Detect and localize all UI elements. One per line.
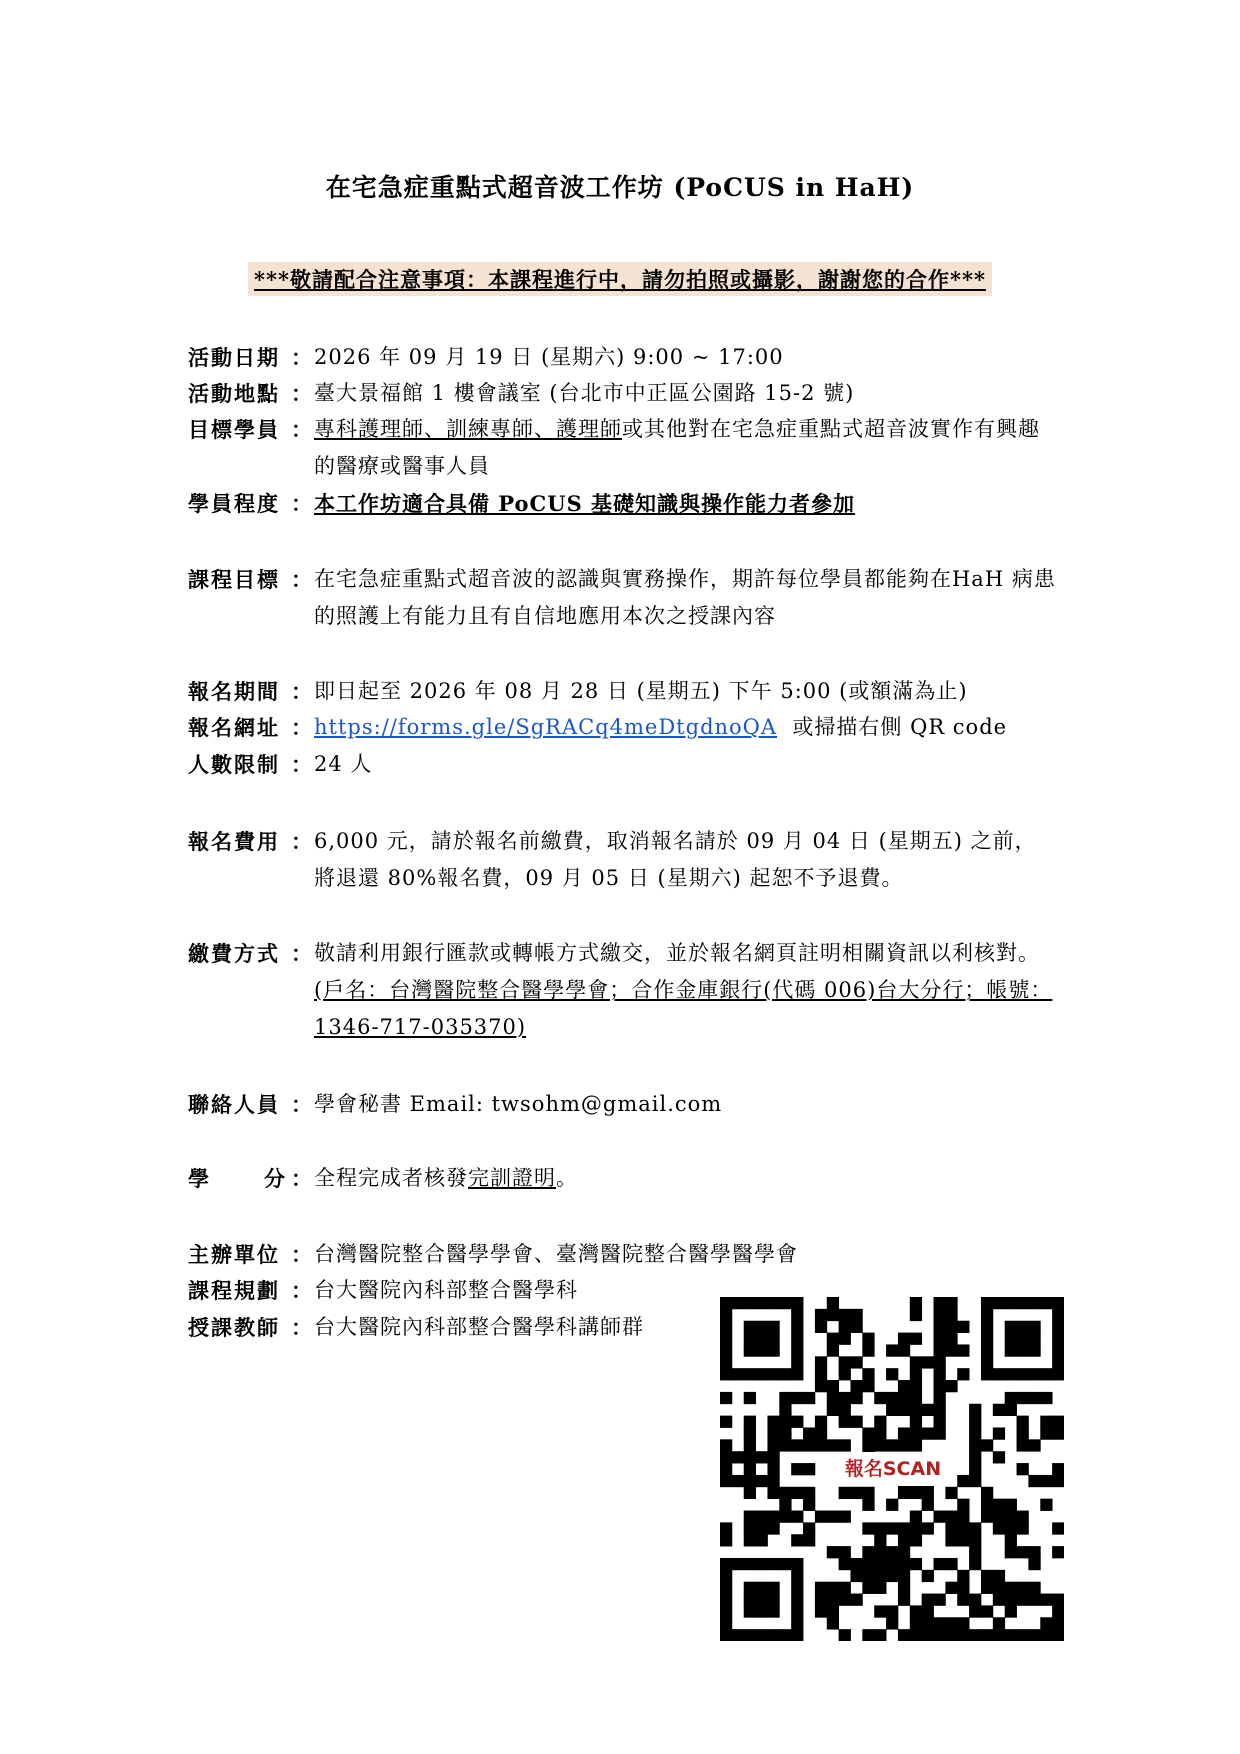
field-label: 聯絡人員 (188, 1092, 280, 1117)
colon: ： (291, 1166, 312, 1191)
field-label: 報名網址 (188, 715, 280, 740)
field-label: 活動日期 (188, 345, 280, 370)
colon: ： (291, 752, 312, 777)
notice-text: ***敬請配合注意事項：本課程進行中，請勿拍照或攝影，謝謝您的合作*** (248, 262, 992, 296)
field-capacity (188, 746, 1058, 783)
field-value: 台灣醫院整合醫學學會、臺灣醫院整合醫學醫學會 (314, 1242, 798, 1266)
field-value (314, 935, 1058, 1046)
field-label: 授課教師 (188, 1315, 280, 1340)
registration-qr-code[interactable] (720, 1297, 1064, 1641)
colon: ： (291, 679, 312, 704)
field-label: 目標學員 (188, 417, 280, 442)
colon: ： (291, 381, 312, 406)
field-date (188, 339, 1058, 376)
notice-banner (0, 262, 1240, 296)
colon: ： (291, 1278, 312, 1303)
colon: ： (291, 345, 312, 370)
audience-rest: 或其他對在宅急症重點式超音波實作有興趣的醫療或醫事人員 (314, 417, 1040, 478)
colon: ： (291, 1315, 312, 1340)
field-value: 台大醫院內科部整合醫學科講師群 (314, 1315, 644, 1339)
field-venue (188, 375, 1058, 412)
field-value: 臺大景福館 1 樓會議室 (台北市中正區公園路 15-2 號) (314, 381, 855, 405)
colon: ： (291, 829, 312, 854)
field-label: 繳費方式 (188, 941, 280, 966)
field-value: 在宅急症重點式超音波的認識與實務操作，期許每位學員都能夠在HaH 病患的照護上有能力且有自信地應用本次之授課內容 (314, 567, 1056, 628)
field-label: 報名費用 (188, 829, 280, 854)
audience-highlight: 專科護理師、訓練專師、護理師 (314, 417, 622, 441)
field-value (314, 1160, 1058, 1197)
field-value: 24 人 (314, 752, 373, 776)
reg-url-suffix: 或掃描右側 QR code (792, 715, 1008, 739)
credit-suffix: 。 (556, 1166, 578, 1190)
field-audience (188, 411, 1058, 485)
field-fee (188, 823, 1058, 897)
field-level (188, 485, 1058, 522)
field-reg-period (188, 673, 1058, 710)
field-label: 主辦單位 (188, 1242, 280, 1267)
field-label: 課程規劃 (188, 1278, 280, 1303)
field-label: 人數限制 (188, 752, 280, 777)
payment-instructions: 敬請利用銀行匯款或轉帳方式繳交，並於報名網頁註明相關資訊以利核對。 (314, 941, 1040, 965)
field-contact (188, 1086, 1058, 1123)
field-payment (188, 935, 1058, 1046)
field-label: 報名期間 (188, 679, 280, 704)
field-reg-url (188, 709, 1058, 746)
field-value: 學會秘書 Email: twsohm@gmail.com (314, 1092, 723, 1116)
colon: ： (291, 1092, 312, 1117)
credit-prefix: 全程完成者核發 (314, 1166, 468, 1190)
field-value (314, 411, 1058, 485)
credit-label-b: 分 (264, 1166, 287, 1191)
colon: ： (291, 491, 312, 516)
field-objective (188, 561, 1058, 635)
field-value: 台大醫院內科部整合醫學科 (314, 1278, 578, 1302)
field-value: 6,000 元，請於報名前繳費，取消報名請於 09 月 04 日 (星期五) 之前，將退還 80%報名費，09 月 05 日 (星期六) 起恕不予退費。 (314, 829, 1037, 890)
colon: ： (291, 1242, 312, 1267)
colon: ： (291, 941, 312, 966)
colon: ： (291, 567, 312, 592)
field-label: 活動地點 (188, 381, 280, 406)
credit-certificate: 完訓證明 (468, 1166, 556, 1190)
field-organizer (188, 1236, 1058, 1273)
field-label: 課程目標 (188, 567, 280, 592)
registration-link[interactable]: https://forms.gle/SgRACq4meDtgdnoQA (314, 715, 778, 739)
field-label: 學員程度 (188, 491, 280, 516)
field-value (314, 709, 1058, 746)
colon: ： (291, 417, 312, 442)
field-value: 即日起至 2026 年 08 月 28 日 (星期五) 下午 5:00 (或額滿為止) (314, 679, 968, 703)
bank-account-info: (戶名：台灣醫院整合醫學學會；合作金庫銀行(代碼 006)台大分行；帳號：1346-717-035370) (314, 978, 1053, 1039)
field-value: 2026 年 09 月 19 日 (星期六) 9:00 ~ 17:00 (314, 345, 784, 369)
qr-scan-badge: 報名SCAN (837, 1452, 949, 1486)
field-value: 本工作坊適合具備 PoCUS 基礎知識與操作能力者參加 (314, 491, 856, 516)
credit-label-a: 學 (188, 1166, 211, 1191)
page-title: 在宅急症重點式超音波工作坊 (PoCUS in HaH) (325, 173, 915, 202)
colon: ： (291, 715, 312, 740)
field-credit (188, 1160, 1058, 1197)
